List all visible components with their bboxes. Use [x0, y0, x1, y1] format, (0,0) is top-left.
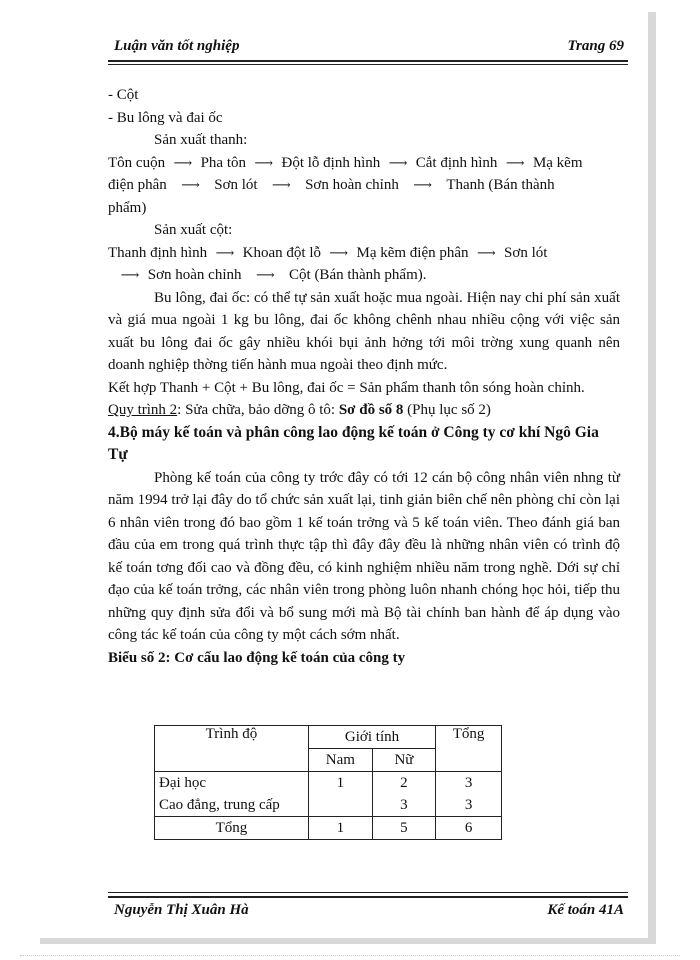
footer-rule-thin	[108, 892, 628, 893]
flow-step: Cắt định hình	[415, 154, 498, 171]
footer-author: Nguyễn Thị Xuân Hà	[114, 902, 249, 918]
col-female-header: Nữ	[372, 749, 435, 772]
page-shadow-right	[648, 12, 656, 942]
diagram-reference: Sơ đồ số 8	[338, 402, 404, 418]
page-shadow-bottom	[40, 938, 656, 944]
page-header	[108, 34, 628, 64]
cell-total: 3	[436, 794, 502, 817]
header-rule-thin	[108, 64, 628, 65]
footer-rule	[108, 896, 628, 898]
col-level-header: Trình độ	[155, 726, 309, 772]
right-arrow-icon: ⟶	[120, 267, 140, 282]
flow-step: Tôn cuộn	[108, 154, 166, 171]
bar-production-label: Sản xuất thanh:	[154, 132, 248, 148]
paragraph-bolts: Bu lông, đai ốc: có thể tự sản xuất hoặc mua ngoài. Hiện nay chi phí sản xuất và giá mua ngoài 1 kg bu lông, đai ốc không chênh nhau nhiều cộng với việc sản xuất bu lông đai ốc gây nhiều khói bụi ảnh hởng tới môi trờng xung quanh nên doanh nghiệp thờng tiến hành mua ngoài theo định mức.	[108, 289, 620, 373]
table-row	[155, 794, 502, 817]
right-arrow-icon: ⟶	[173, 154, 193, 170]
process-2-text: : Sửa chữa, bảo dỡng ô tô:	[177, 402, 339, 418]
right-arrow-icon: ⟶	[255, 267, 275, 282]
table-caption: Biểu số 2: Cơ cấu lao động kế toán của công ty	[108, 649, 406, 666]
cell-total-male: 1	[308, 817, 372, 840]
flow-step: Sơn lót	[214, 177, 258, 193]
flow-step: Mạ kẽm điện phân	[356, 244, 469, 261]
flow-step: Cột (Bán thành phẩm).	[289, 267, 427, 283]
process-2-line	[108, 399, 620, 422]
col-total-header: Tổng	[436, 726, 502, 772]
cell-grand-total: 6	[436, 817, 502, 840]
footer-class: Kế toán 41A	[547, 902, 624, 918]
right-arrow-icon: ⟶	[254, 154, 274, 170]
cell-total: 3	[436, 772, 502, 795]
right-arrow-icon: ⟶	[476, 244, 496, 260]
cell-level: Đại học	[155, 772, 309, 795]
flow-step: Sơn lót	[504, 244, 548, 261]
bar-flow-line-2	[108, 174, 620, 197]
cell-female: 3	[372, 794, 435, 817]
header-title: Luận văn tốt nghiệp	[114, 38, 240, 54]
flow-step: Thanh định hình	[108, 244, 208, 261]
flow-step: Khoan đột lỗ	[242, 244, 321, 261]
column-flow-line-1	[108, 242, 620, 265]
page-footer	[108, 898, 628, 928]
header-rule	[108, 60, 628, 62]
appendix-reference: (Phụ lục số 2)	[403, 402, 491, 418]
flow-step: Pha tôn	[200, 154, 246, 171]
bullet-bolts: - Bu lông và đai ốc	[108, 109, 223, 126]
column-flow-line-2	[108, 264, 620, 287]
cell-female: 2	[372, 772, 435, 795]
flow-step: Đột lỗ định hình	[281, 154, 381, 171]
table-header-row	[155, 726, 502, 749]
right-arrow-icon: ⟶	[413, 177, 432, 192]
bullet-column: - Cột	[108, 87, 139, 103]
flow-step: Mạ kẽm	[532, 154, 583, 171]
cell-male: 1	[308, 772, 372, 795]
right-arrow-icon: ⟶	[329, 244, 349, 260]
paragraph-accounting: Phòng kế toán của công ty trớc đây có tới 12 cán bộ công nhân viên nhng từ năm 1994 trở lại đây do tổ chức sản xuất lại, tinh giản biên chế nên phòng chỉ còn lại 6 nhân viên trong đó bao gồm 1 kế toán trởng và 5 kế toán viên. Theo đánh giá ban đầu của em trong quá trình thực tập thì đây đây đều là những nhân viên có trình độ kế toán tơng đối cao và đồng đều, có kinh nghiệm nhiều năm trong nghề. Dới sự chỉ đạo của kế toán trởng, các nhân viên trong phòng luôn nhanh chóng học hỏi, tiếp thu những quy định sửa đổi và bổ sung mới mà Bộ tài chính ban hành để áp dụng vào công tác kế toán của công ty một cách sớm nhất.	[108, 469, 620, 643]
page-body	[108, 84, 620, 669]
cell-male	[308, 794, 372, 817]
right-arrow-icon: ⟶	[505, 154, 525, 170]
right-arrow-icon: ⟶	[272, 177, 291, 192]
header-page-number: Trang 69	[567, 38, 624, 54]
staff-structure-table	[154, 725, 502, 840]
bar-flow-line-1	[108, 152, 620, 175]
col-male-header: Nam	[308, 749, 372, 772]
cell-level: Cao đẳng, trung cấp	[155, 794, 309, 817]
process-2-label: Quy trình 2	[108, 402, 178, 418]
flow-step: Thanh (Bán thành	[446, 177, 555, 193]
flow-step: điện phân	[108, 177, 167, 193]
right-arrow-icon: ⟶	[388, 154, 408, 170]
cell-total-label: Tổng	[155, 817, 309, 840]
right-arrow-icon: ⟶	[215, 244, 235, 260]
page-break-line	[20, 955, 680, 956]
cell-total-female: 5	[372, 817, 435, 840]
column-production-label: Sản xuất cột:	[154, 222, 233, 238]
flow-step: Sơn hoàn chỉnh	[305, 177, 399, 193]
right-arrow-icon: ⟶	[181, 177, 200, 192]
bar-flow-line-3: phẩm)	[108, 199, 147, 216]
section-heading: 4.Bộ máy kế toán và phân công lao động kế toán ở Công ty cơ khí Ngô Gia Tự	[108, 423, 599, 463]
combine-line: Kết hợp Thanh + Cột + Bu lông, đai ốc = Sản phẩm thanh tôn sóng hoàn chỉnh.	[108, 379, 585, 396]
flow-step: Sơn hoàn chỉnh	[147, 267, 242, 283]
col-gender-header: Giới tính	[308, 726, 435, 749]
table-total-row	[155, 817, 502, 840]
table-row	[155, 772, 502, 795]
